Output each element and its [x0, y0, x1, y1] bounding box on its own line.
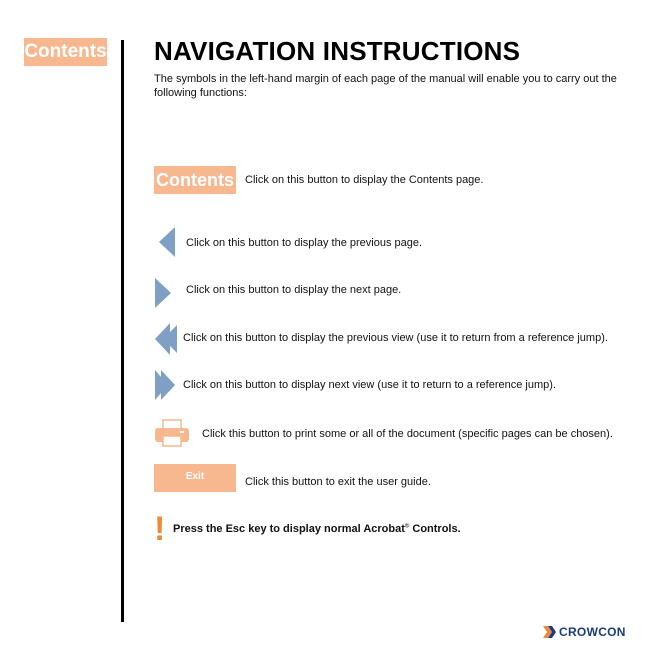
previous-page-icon[interactable]	[158, 226, 176, 258]
previous-page-arrow-shape	[159, 227, 175, 257]
intro-paragraph: The symbols in the left-hand margin of each page of the manual will enable you to carry out the following functions:	[154, 73, 617, 99]
printer-icon[interactable]	[154, 419, 190, 447]
note-text: Press the Esc key to display normal Acrobat	[173, 523, 405, 535]
next-view-description: Click on this button to display next view (use it to return to a reference jump).	[183, 379, 556, 391]
next-view-icon[interactable]	[154, 369, 176, 401]
printer-paper-top	[163, 420, 181, 429]
next-page-description: Click on this button to display the next page.	[186, 284, 402, 296]
page-title: NAVIGATION INSTRUCTIONS	[154, 36, 521, 66]
crowcon-logo-text: CROWCON	[559, 625, 626, 639]
note-text-end: Controls.	[409, 523, 461, 535]
printer-paper-out	[163, 436, 181, 446]
previous-view-icon[interactable]	[154, 322, 178, 356]
esc-key-note	[173, 523, 461, 535]
exclamation-icon: !	[154, 510, 166, 548]
next-page-arrow-shape	[155, 278, 171, 308]
next-view-arrow-front	[161, 370, 175, 400]
print-description: Click this button to print some or all of the document (specific pages can be chosen).	[202, 428, 613, 440]
crowcon-logo-icon	[543, 626, 557, 638]
contents-button[interactable]: Contents	[154, 166, 236, 194]
copyright-mark: ©	[404, 523, 410, 530]
margin-divider	[121, 40, 124, 622]
contents-description: Click on this button to display the Contents page.	[245, 174, 484, 186]
sidebar-contents-button[interactable]: Contents	[24, 38, 107, 66]
previous-page-description: Click on this button to display the previous page.	[186, 237, 423, 249]
exit-button[interactable]: Exit	[154, 464, 236, 492]
exit-description: Click this button to exit the user guide.	[245, 476, 431, 488]
previous-view-description: Click on this button to display the previous view (use it to return from a reference jump).	[183, 332, 608, 344]
crowcon-logo	[543, 625, 626, 639]
next-page-icon[interactable]	[154, 277, 172, 309]
printer-light	[180, 431, 184, 433]
